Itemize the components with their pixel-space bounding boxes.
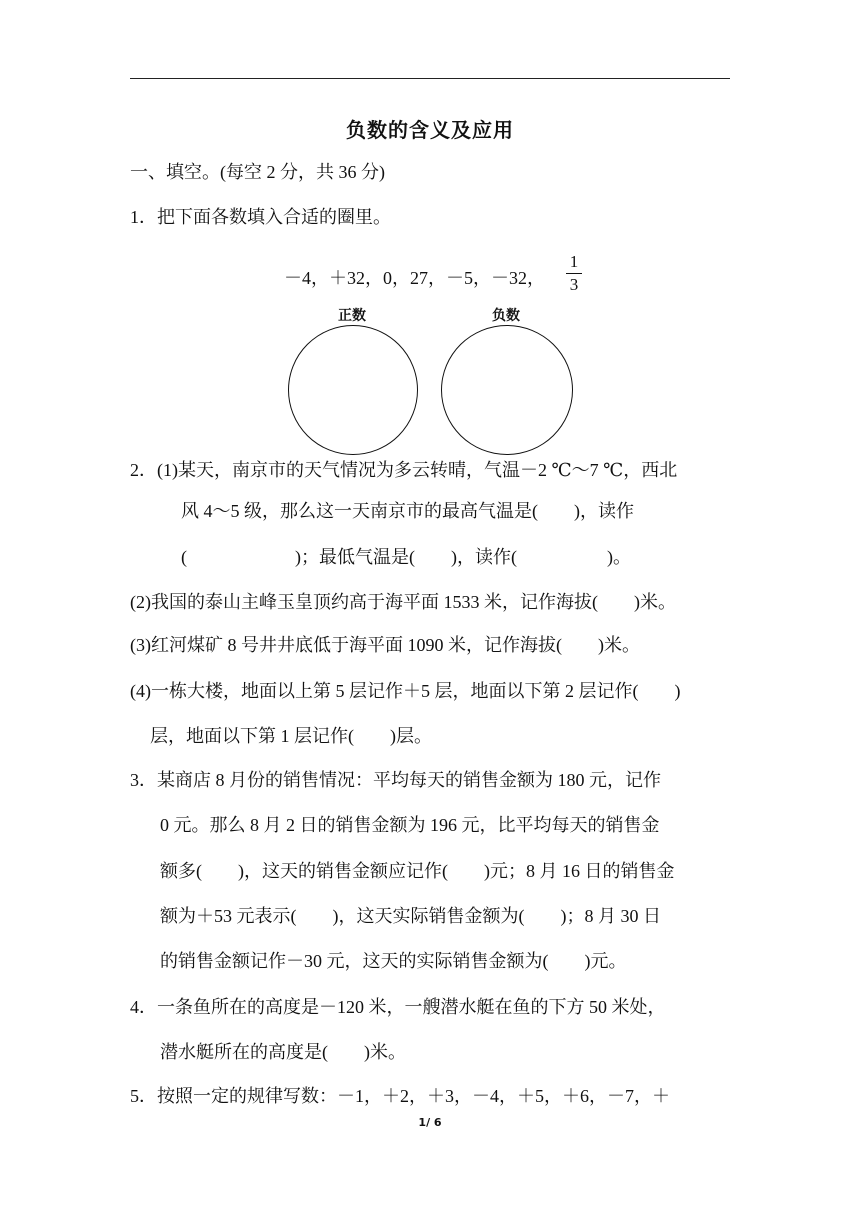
section-heading: 一、填空。(每空 2 分，共 36 分) [130, 162, 385, 182]
header-rule [130, 78, 730, 79]
negative-numbers-circle [441, 325, 573, 455]
fraction-denominator: 3 [569, 275, 579, 294]
question-2-line-4: (2)我国的泰山主峰玉皇顶约高于海平面 1533 米，记作海拔( )米。 [130, 592, 676, 612]
question-2-line-5: (3)红河煤矿 8 号井井底低于海平面 1090 米，记作海拔( )米。 [130, 635, 640, 655]
question-3-line-1: 3．某商店 8 月份的销售情况：平均每天的销售金额为 180 元，记作 [130, 770, 661, 790]
question-2-line-6: (4)一栋大楼，地面以上第 5 层记作＋5 层，地面以下第 2 层记作( ) [130, 681, 681, 701]
question-1-text: 1．把下面各数填入合适的圈里。 [130, 207, 391, 227]
question-2-line-7: 层，地面以下第 1 层记作( )层。 [150, 726, 432, 746]
question-3-line-3: 额多( )，这天的销售金额应记作( )元；8 月 16 日的销售金 [160, 861, 675, 881]
page-number: 1/ 6 [418, 1116, 442, 1129]
page-title: 负数的含义及应用 [346, 118, 514, 142]
fraction-numerator: 1 [569, 252, 579, 271]
question-4-line-1: 4．一条鱼所在的高度是－120 米，一艘潜水艇在鱼的下方 50 米处， [130, 997, 666, 1017]
positive-circle-label: 正数 [338, 308, 366, 324]
question-2-line-2: 风 4～5 级，那么这一天南京市的最高气温是( )，读作 [181, 501, 634, 521]
question-3-line-2: 0 元。那么 8 月 2 日的销售金额为 196 元，比平均每天的销售金 [160, 815, 660, 835]
positive-numbers-circle [288, 325, 418, 455]
question-1-numbers: －4，＋32，0，27，－5，－32， [284, 268, 545, 288]
question-3-line-5: 的销售金额记作－30 元，这天的实际销售金额为( )元。 [160, 951, 627, 971]
question-5-line-1: 5．按照一定的规律写数：－1，＋2，＋3，－4，＋5，＋6，－7，＋ [130, 1086, 670, 1106]
question-2-line-3: ( )；最低气温是( )，读作( )。 [181, 547, 631, 567]
question-2-line-1: 2．(1)某天，南京市的天气情况为多云转晴，气温－2 ℃～7 ℃，西北 [130, 460, 678, 480]
question-3-line-4: 额为＋53 元表示( )，这天实际销售金额为( )；8 月 30 日 [160, 906, 661, 926]
fraction-bar [566, 273, 582, 274]
question-1-fraction [566, 252, 582, 295]
question-4-line-2: 潜水艇所在的高度是( )米。 [160, 1042, 406, 1062]
negative-circle-label: 负数 [492, 308, 520, 324]
